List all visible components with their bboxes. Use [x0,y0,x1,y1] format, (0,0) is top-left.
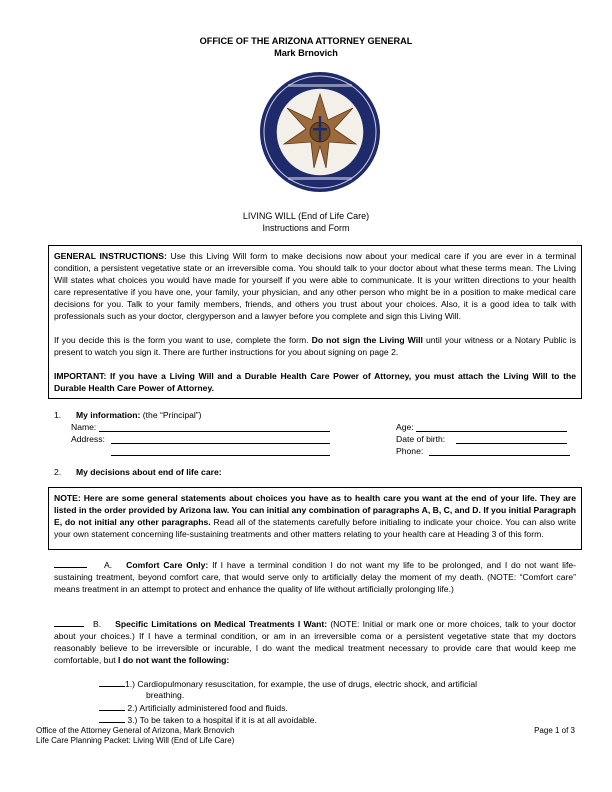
phone-field[interactable] [429,455,570,456]
item-2-text: Artificially administered food and fluids. [139,703,288,713]
general-text-2c: until your witness or a Notary Public is present to watch you sign it. There are further instructions for you about signing on page 2. [54,335,577,357]
name-field[interactable] [99,431,330,432]
general-paragraph-2 [54,334,576,358]
footer-line-2: Life Care Planning Packet: Living Will (End of Life Care) [36,736,235,745]
paragraph-a-text: If I have a terminal condition I do not want my life to be prolonged, and I do not want life- sustaining treatment, beyond comfort care, that would serve only to artificially delay the moment of my death. (NOTE: “Comfort care” means treatment in an attempt to protect and enhance the quality of life without artificially prolonging life.) [54,560,576,594]
note-box [48,487,582,550]
note-text-a: NOTE: Here are some general statements about choices you have as to health care you want at the end of your life. They are listed in the order provided by Arizona law. You can initial any combination of paragraphs A, B, C, and D. [54,493,576,515]
section-1-number: 1. [54,410,62,420]
age-field[interactable] [416,431,567,432]
phone-label: Phone: [396,446,424,456]
name-label: Name: [71,422,97,432]
general-instructions-box [48,245,582,399]
general-text-2b: Do not sign the Living Will [311,335,423,345]
section-2-title: My decisions about end of life care: [75,467,222,477]
initial-field-item-2[interactable] [99,701,125,711]
initial-field-item-3[interactable] [99,713,125,723]
paragraph-b-letter: B. [93,619,102,629]
item-1-number: 1.) [125,679,136,689]
paragraph-b-title: Specific Limitations on Medical Treatments I Want: [115,619,328,629]
section-2-heading [54,466,222,478]
paragraph-b [54,617,576,666]
note-text-b: If you initial Paragraph E, do not initial any other paragraphs. [54,505,577,527]
paragraph-b-bold-end: I do not want the following: [118,655,230,665]
section-1-heading [54,409,202,421]
initial-field-item-1[interactable] [99,677,125,687]
footer-line-1: Office of the Attorney General of Arizona, Mark Brnovich [36,726,235,735]
item-1-continuation: breathing. [146,690,185,700]
note-text-c: Read all of the statements carefully before initialing to indicate your choice. You can also write your own statement concerning life-sustaining treatments and other matters relating to your health care at Heading 3 of this form. [54,517,576,539]
item-2-number: 2.) [127,703,138,713]
general-text-1: Use this Living Will form to make decisions now about your medical care if you are ever in a terminal condition, a persistent vegetative state or an irreversible coma. You should talk to your doctor about what these terms mean. The Living Will states what choices you would have made for yourself if you were able to communicate. It is your written directions to your health care representative if you have one, your family, your physician, and any other person who might be in a position to make medical care decisions for you. Talk to your family members, friends, and others you trust about your choices. Also, it is a good idea to talk with professionals such as your doctor, clergyperson and a lawyer before you complete and sign this Living Will. [54,251,576,321]
section-1-title: My information: [75,410,141,420]
dob-label: Date of birth: [396,434,446,444]
state-seal-icon [258,70,382,194]
general-text-2a: If you decide this is the form you want to use, complete the form. [54,335,312,345]
address-label: Address: [71,434,105,444]
initial-field-a[interactable] [54,558,87,568]
section-2-number: 2. [54,467,62,477]
age-label: Age: [396,422,414,432]
paragraph-a [54,558,576,595]
address-field-line-1[interactable] [111,443,330,444]
paragraph-a-title: Comfort Care Only: [126,560,209,570]
address-field-line-2[interactable] [111,455,330,456]
paragraph-b-text: (NOTE: Initial or mark one or more choices, talk to your doctor about your choices.) If I have a terminal condition, or am in an irreversible coma or a persistent vegetative state that my doctors reasonably believe to be irreversible or incurable, I do want the medical treatment necessary to provide care that would keep me comfortable, but [54,619,576,665]
page-number: Page 1 of 3 [534,726,575,735]
doc-title: LIVING WILL (End of Life Care) [242,211,370,221]
paragraph-a-letter: A. [104,560,113,570]
item-3-number: 3.) [127,715,138,725]
important-note: IMPORTANT: If you have a Living Will and a Durable Health Care Power of Attorney, you must attach the Living Will to the Durable Health Care Power of Attorney. [54,371,576,393]
dob-field[interactable] [456,443,567,444]
section-1-sub: (the “Principal”) [140,410,202,420]
item-1-text: Cardiopulmonary resuscitation, for example, the use of drugs, electric shock, and artificial [137,679,478,689]
general-heading: GENERAL INSTRUCTIONS: [54,251,167,261]
general-paragraph-1 [54,250,576,322]
list-item [99,713,559,726]
item-3-text: To be taken to a hospital if it is at all avoidable. [139,715,317,725]
doc-subtitle: Instructions and Form [262,223,350,233]
attorney-name: Mark Brnovich [274,48,338,58]
initial-field-b[interactable] [54,617,84,627]
office-heading: OFFICE OF THE ARIZONA ATTORNEY GENERAL [199,36,413,46]
